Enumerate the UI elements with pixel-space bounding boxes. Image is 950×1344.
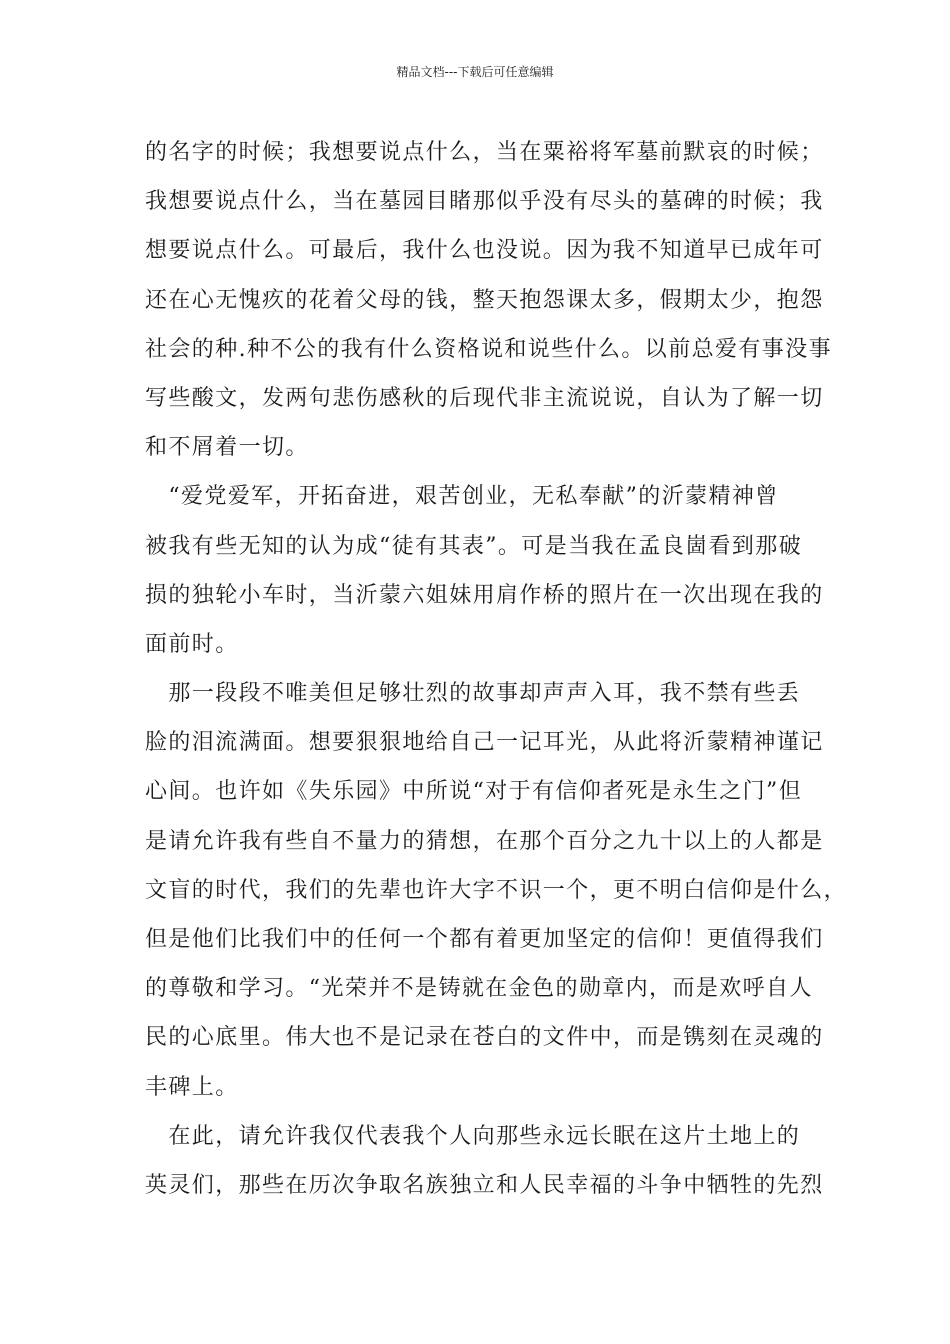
text-line: 丰碑上。	[145, 1074, 239, 1100]
text-line: 那一段段不唯美但足够壮烈的故事却声声入耳，我不禁有些丢	[145, 681, 801, 707]
page-header: 精品文档---下载后可任意编辑	[396, 65, 554, 79]
text-line: 英灵们，那些在历次争取名族独立和人民幸福的斗争中牺牲的先烈	[145, 1172, 824, 1198]
text-line: 是请允许我有些自不量力的猜想，在那个百分之九十以上的人都是	[145, 828, 824, 854]
text-line: 被我有些无知的认为成“徒有其表”。可是当我在孟良崮看到那破	[145, 533, 803, 559]
body-text	[145, 128, 848, 1210]
text-line: 的尊敬和学习。“光荣并不是铸就在金色的勋章内，而是欢呼自人	[145, 976, 813, 1002]
text-line: 损的独轮小车时，当沂蒙六姐妹用肩作桥的照片在一次出现在我的	[145, 582, 824, 608]
text-line: 但是他们比我们中的任何一个都有着更加坚定的信仰！更值得我们	[145, 927, 824, 952]
text-line: 我想要说点什么，当在墓园目睹那似乎没有尽头的墓碑的时候；我	[145, 189, 824, 215]
text-line: 和不屑着一切。	[145, 435, 309, 461]
text-line: “爱党爱军，开拓奋进，艰苦创业，无私奉献”的沂蒙精神曾	[145, 484, 779, 510]
text-line: 社会的种.种不公的我有什么资格说和说些什么。以前总爱有事没事	[145, 336, 832, 362]
text-line: 还在心无愧疚的花着父母的钱，整天抱怨课太多，假期太少，抱怨	[145, 287, 824, 313]
text-line: 写些酸文，发两句悲伤感秋的后现代非主流说说，自认为了解一切	[145, 385, 824, 411]
text-line: 心间。也许如《失乐园》中所说“对于有信仰者死是永生之门”但	[145, 779, 803, 805]
text-line: 民的心底里。伟大也不是记录在苍白的文件中，而是镌刻在灵魂的	[145, 1025, 824, 1051]
text-line: 的名字的时候；我想要说点什么，当在粟裕将军墓前默哀的时候；	[145, 140, 824, 165]
text-line: 脸的泪流满面。想要狠狠地给自己一记耳光，从此将沂蒙精神谨记	[145, 730, 824, 756]
text-line: 在此，请允许我仅代表我个人向那些永远长眠在这片土地上的	[145, 1123, 801, 1149]
text-line: 文盲的时代，我们的先辈也许大字不识一个，更不明白信仰是什么，	[145, 877, 848, 903]
text-line: 想要说点什么。可最后，我什么也没说。因为我不知道早已成年可	[145, 238, 824, 264]
text-line: 面前时。	[145, 631, 239, 657]
